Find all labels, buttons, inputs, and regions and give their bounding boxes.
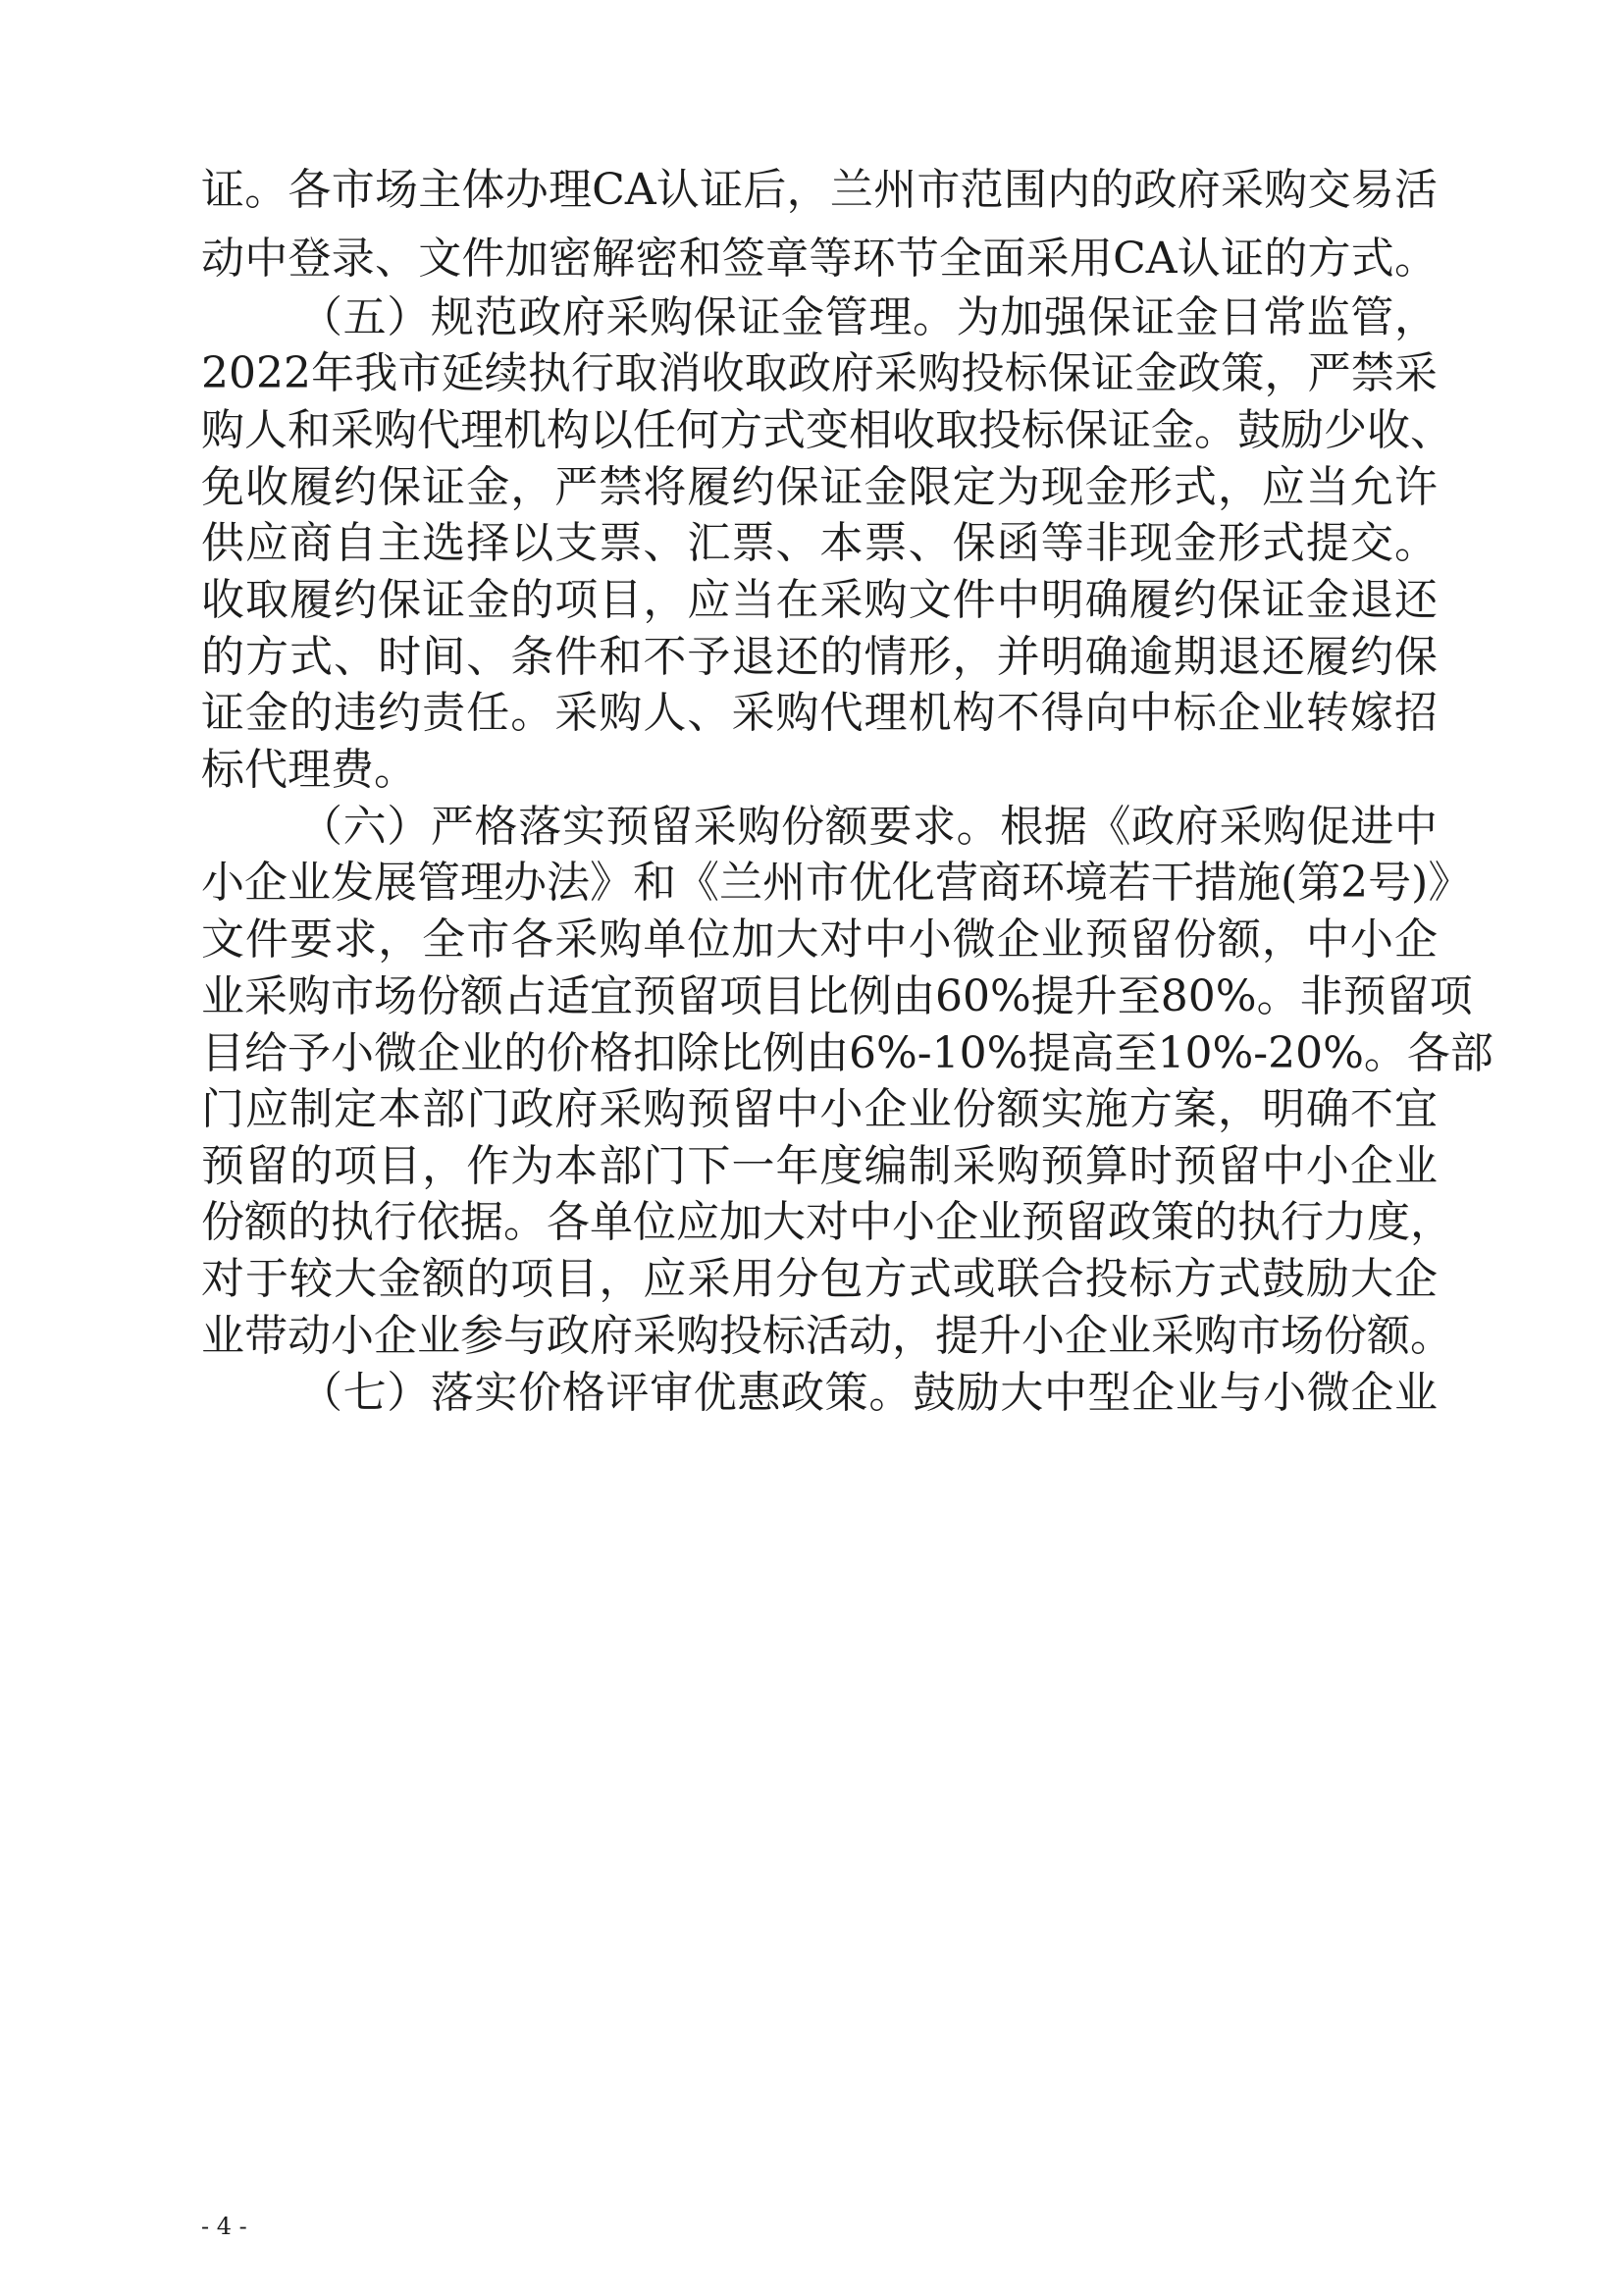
body-line: 目给予小微企业的价格扣除比例由6%-10%提高至10%-20%。各部 (201, 1028, 1493, 1078)
section-heading-line: （五）规范政府采购保证金管理。为加强保证金日常监管， (299, 292, 1438, 342)
body-line: 购人和采购代理机构以任何方式变相收取投标保证金。鼓励少收、 (201, 405, 1453, 455)
body-line: 门应制定本部门政府采购预留中小企业份额实施方案，明确不宜 (201, 1084, 1438, 1134)
body-line: 小企业发展管理办法》和《兰州市优化营商环境若干措施(第2号)》 (201, 858, 1472, 908)
section-heading-line: （六）严格落实预留采购份额要求。根据《政府采购促进中 (299, 802, 1438, 852)
body-line: 证。各市场主体办理CA认证后，兰州市范围内的政府采购交易活 (201, 165, 1438, 215)
body-line: 文件要求，全市各采购单位加大对中小微企业预留份额，中小企 (201, 914, 1438, 965)
body-line: 预留的项目，作为本部门下一年度编制采购预算时预留中小企业 (201, 1141, 1438, 1191)
page-number: - 4 - (201, 2213, 247, 2240)
body-line: 对于较大金额的项目，应采用分包方式或联合投标方式鼓励大企 (201, 1254, 1438, 1304)
body-line: 供应商自主选择以支票、汇票、本票、保函等非现金形式提交。 (201, 518, 1438, 568)
section-heading-line: （七）落实价格评审优惠政策。鼓励大中型企业与小微企业 (299, 1368, 1438, 1418)
body-line: 动中登录、文件加密解密和签章等环节全面采用CA认证的方式。 (201, 234, 1438, 284)
body-line: 的方式、时间、条件和不予退还的情形，并明确逾期退还履约保 (201, 632, 1438, 682)
body-line: 标代理费。 (201, 745, 417, 795)
body-line: 2022年我市延续执行取消收取政府采购投标保证金政策，严禁采 (201, 348, 1438, 398)
body-line: 业带动小企业参与政府采购投标活动，提升小企业采购市场份额。 (201, 1311, 1453, 1361)
body-line: 份额的执行依据。各单位应加大对中小企业预留政策的执行力度， (201, 1197, 1453, 1247)
body-line: 业采购市场份额占适宜预留项目比例由60%提升至80%。非预留项 (201, 971, 1473, 1021)
body-line: 免收履约保证金，严禁将履约保证金限定为现金形式，应当允许 (201, 462, 1438, 512)
body-line: 收取履约保证金的项目，应当在采购文件中明确履约保证金退还 (201, 575, 1438, 625)
body-line: 证金的违约责任。采购人、采购代理机构不得向中标企业转嫁招 (201, 688, 1438, 738)
